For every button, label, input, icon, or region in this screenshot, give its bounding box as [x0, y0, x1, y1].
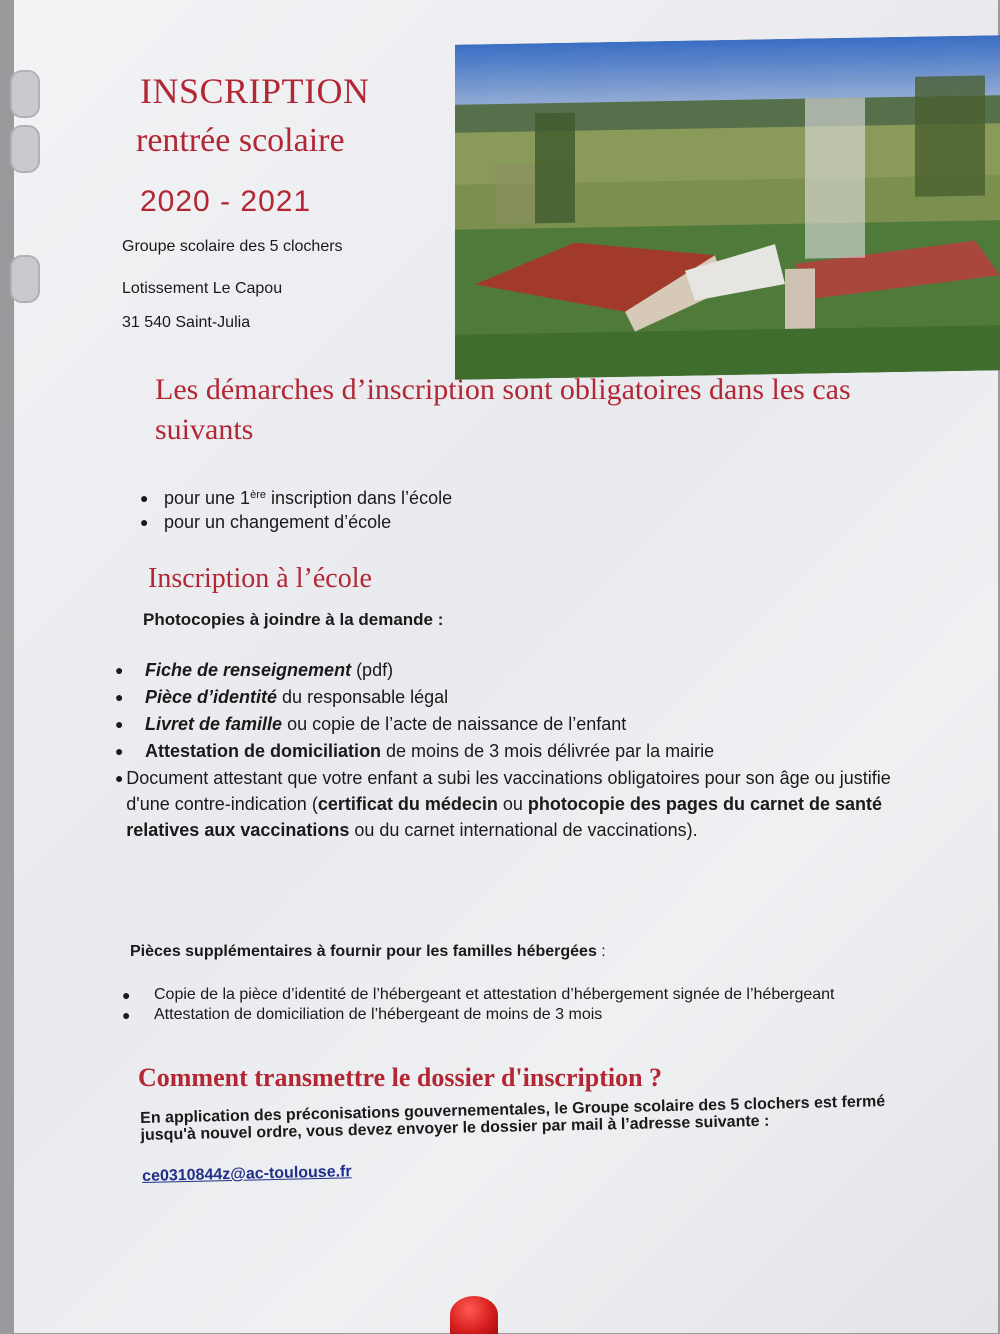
list-item — [115, 657, 915, 683]
address-city: 31 540 Saint-Julia — [122, 314, 251, 331]
case-text: inscription dans l’école — [265, 488, 453, 508]
vaccination-text: ou du carnet international de vaccinations). — [349, 820, 698, 840]
case-text: pour une 1 — [164, 488, 251, 508]
section-heading-demarches: Les démarches d’inscription sont obligatoires dans les cas suivants — [155, 373, 851, 446]
bullet-icon: ● — [140, 490, 149, 506]
binder-hole — [10, 255, 40, 303]
bullet-icon: ● — [115, 662, 124, 678]
superscript: ère — [250, 489, 266, 501]
contact-email-link[interactable]: ce0310844z@ac-toulouse.fr — [142, 1163, 352, 1185]
document-name: Attestation de domiciliation — [145, 741, 382, 761]
cases-list — [140, 486, 452, 534]
address-street: Lotissement Le Capou — [122, 280, 283, 297]
school-name: Groupe scolaire des 5 clochers — [122, 238, 343, 255]
supplementary-heading-colon: : — [596, 943, 606, 960]
bullet-icon: ● — [115, 689, 124, 705]
bullet-icon: ● — [122, 987, 131, 1003]
document-item — [145, 684, 448, 710]
list-item — [140, 486, 452, 510]
binder-hole — [10, 70, 40, 118]
push-pin-icon — [450, 1296, 498, 1334]
section-heading-transmission: Comment transmettre le dossier d'inscription ? — [138, 1063, 663, 1092]
document-name: Pièce d’identité — [145, 687, 278, 707]
bullet-icon: ● — [122, 1007, 131, 1023]
document-detail: du responsable légal — [277, 687, 449, 707]
title-inscription: INSCRIPTION — [140, 71, 370, 111]
supplementary-heading — [130, 943, 606, 961]
document-item — [145, 738, 714, 764]
photocopies-heading: Photocopies à joindre à la demande : — [143, 610, 444, 629]
document-detail: de moins de 3 mois délivrée par la mairie — [381, 741, 715, 761]
list-item — [122, 1005, 912, 1025]
supplementary-list — [122, 985, 912, 1025]
school-aerial-photo — [455, 35, 1000, 380]
case-first-inscription — [164, 486, 452, 510]
title-rentree: rentrée scolaire — [136, 122, 345, 159]
list-item — [115, 711, 915, 737]
supplementary-item: Attestation de domiciliation de l’hébergeant de moins de 3 mois — [154, 1006, 603, 1023]
section-heading-inscription: Inscription à l’école — [148, 563, 372, 594]
list-item — [115, 765, 915, 843]
list-item — [115, 738, 915, 764]
document-item-vaccination — [126, 765, 915, 843]
vaccination-certificate: certificat du médecin — [317, 794, 498, 814]
list-item — [140, 510, 452, 534]
bullet-icon: ● — [140, 514, 149, 530]
supplementary-item: Copie de la pièce d’identité de l’hébergeant et attestation d’hébergement signée de l’hébergeant — [154, 986, 835, 1003]
supplementary-heading-text: Pièces supplémentaires à fournir pour les familles hébergées — [130, 943, 597, 960]
bullet-icon: ● — [115, 743, 124, 759]
document-name: Fiche de renseignement — [145, 660, 352, 680]
documents-list — [115, 657, 915, 844]
binder-hole — [10, 125, 40, 173]
document-name: Livret de famille — [145, 714, 283, 734]
document-item — [145, 657, 393, 683]
binder-holes — [14, 0, 44, 1333]
vaccination-photocopy: photocopie des pages du carnet de santé relatives aux vaccinations — [126, 794, 882, 840]
document-detail: ou copie de l’acte de naissance de l’enfant — [282, 714, 627, 734]
case-change-school: pour un changement d’école — [164, 512, 392, 532]
document-item — [145, 711, 626, 737]
transmission-paragraph: En application des préconisations gouvernementales, le Groupe scolaire des 5 clochers est fermé jusqu'à nouvel ordre, vous devez envoyer le dossier par mail à l’adresse suivante : — [140, 1093, 886, 1144]
list-item — [115, 684, 915, 710]
bullet-icon: ● — [115, 770, 124, 786]
bullet-icon: ● — [115, 716, 124, 732]
list-item — [122, 985, 912, 1005]
school-year: 2020 - 2021 — [140, 185, 312, 218]
vaccination-text: Document attestant que votre enfant a subi les vaccinations obligatoires pour son âge ou justifie d'une contre-indication ( — [126, 768, 891, 814]
vaccination-text: ou — [497, 794, 528, 814]
document-detail: (pdf) — [351, 660, 394, 680]
